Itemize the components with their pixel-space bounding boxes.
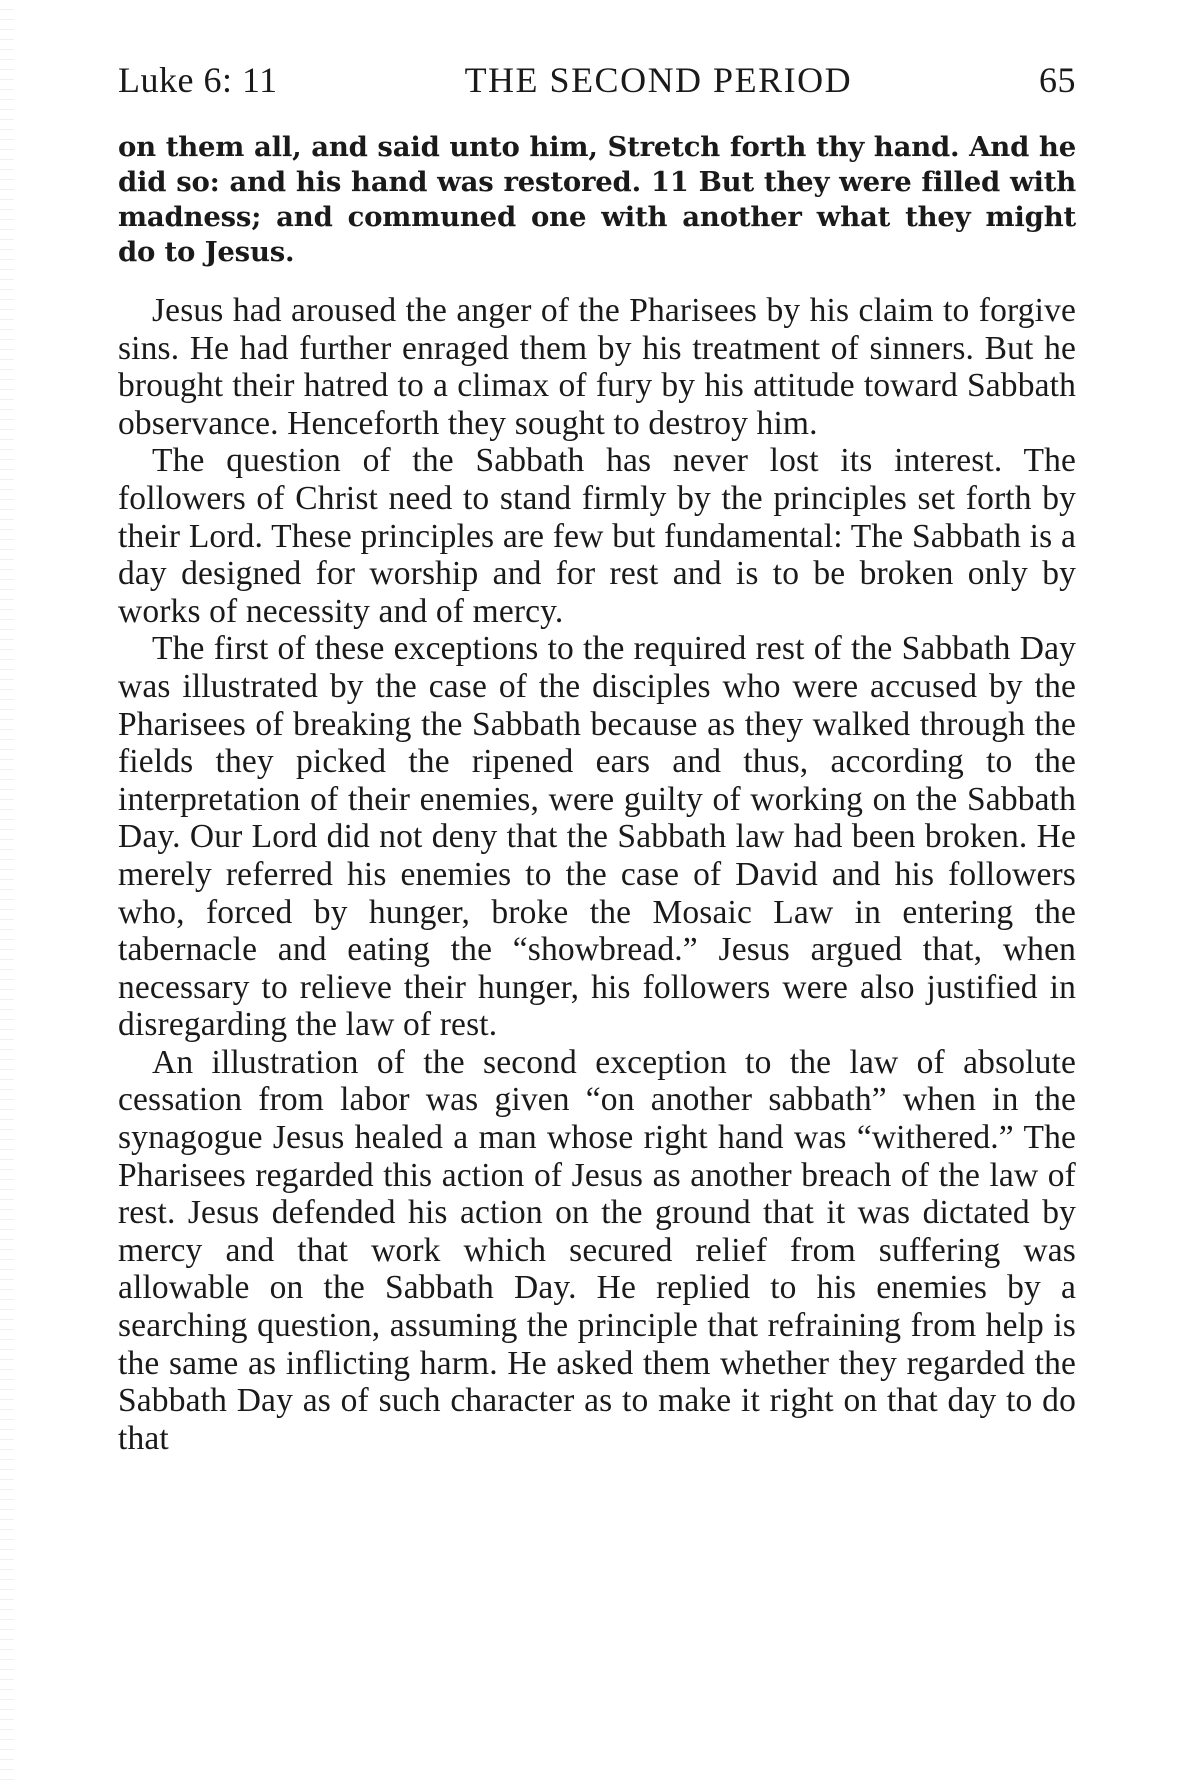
book-page: [118, 62, 1076, 1457]
running-title: THE SECOND PERIOD: [464, 60, 853, 100]
scan-edge: [0, 0, 14, 1786]
scripture-passage: [118, 130, 1076, 270]
page-number: 65: [1039, 60, 1076, 100]
paragraph: An illustration of the second exception to the law of absolute cessation from labor was given “on another sabbath” when in the synagogue Jesus healed a man whose right hand was “withered.” The Pharisees regarded this action of Jesus as another breach of the law of rest. Jesus defended his action on the ground that it was dictated by mercy and that work which secured relief from suffering was allowable on the Sabbath Day. He replied to his enemies by a searching question, assuming the principle that refraining from help is the same as inflicting harm. He asked them whether they regarded the Sabbath Day as of such character as to make it right on that day to do that: [118, 1043, 1076, 1457]
commentary-text: [118, 292, 1076, 1457]
paragraph: The question of the Sabbath has never lost its interest. The followers of Christ need to stand firmly by the principles set forth by their Lord. These principles are few but fundamental: The Sabbath is a day designed for worship and for rest and is to be broken only by works of necessity and of mercy.: [118, 442, 1076, 630]
chapter-reference: Luke 6: 11: [118, 60, 278, 100]
scripture-text: on them all, and said unto him, Stretch forth thy hand. And he did so: and his hand was restored. 11 But they were filled with madness; and communed one with another what they might do to Jesus.: [118, 131, 1076, 268]
running-head: [118, 62, 1076, 112]
paragraph: The first of these exceptions to the required rest of the Sabbath Day was illustrated by the case of the disciples who were accused by the Pharisees of breaking the Sabbath because as they walked through the fields they picked the ripened ears and thus, according to the interpretation of their enemies, were guilty of working on the Sabbath Day. Our Lord did not deny that the Sabbath law had been broken. He merely referred his enemies to the case of David and his followers who, forced by hunger, broke the Mosaic Law in entering the tabernacle and eating the “showbread.” Jesus argued that, when necessary to relieve their hunger, his followers were also justified in disregarding the law of rest.: [118, 630, 1076, 1044]
paragraph: Jesus had aroused the anger of the Pharisees by his claim to forgive sins. He had further enraged them by his treatment of sinners. But he brought their hatred to a climax of fury by his attitude toward Sabbath observance. Henceforth they sought to destroy him.: [118, 292, 1076, 442]
